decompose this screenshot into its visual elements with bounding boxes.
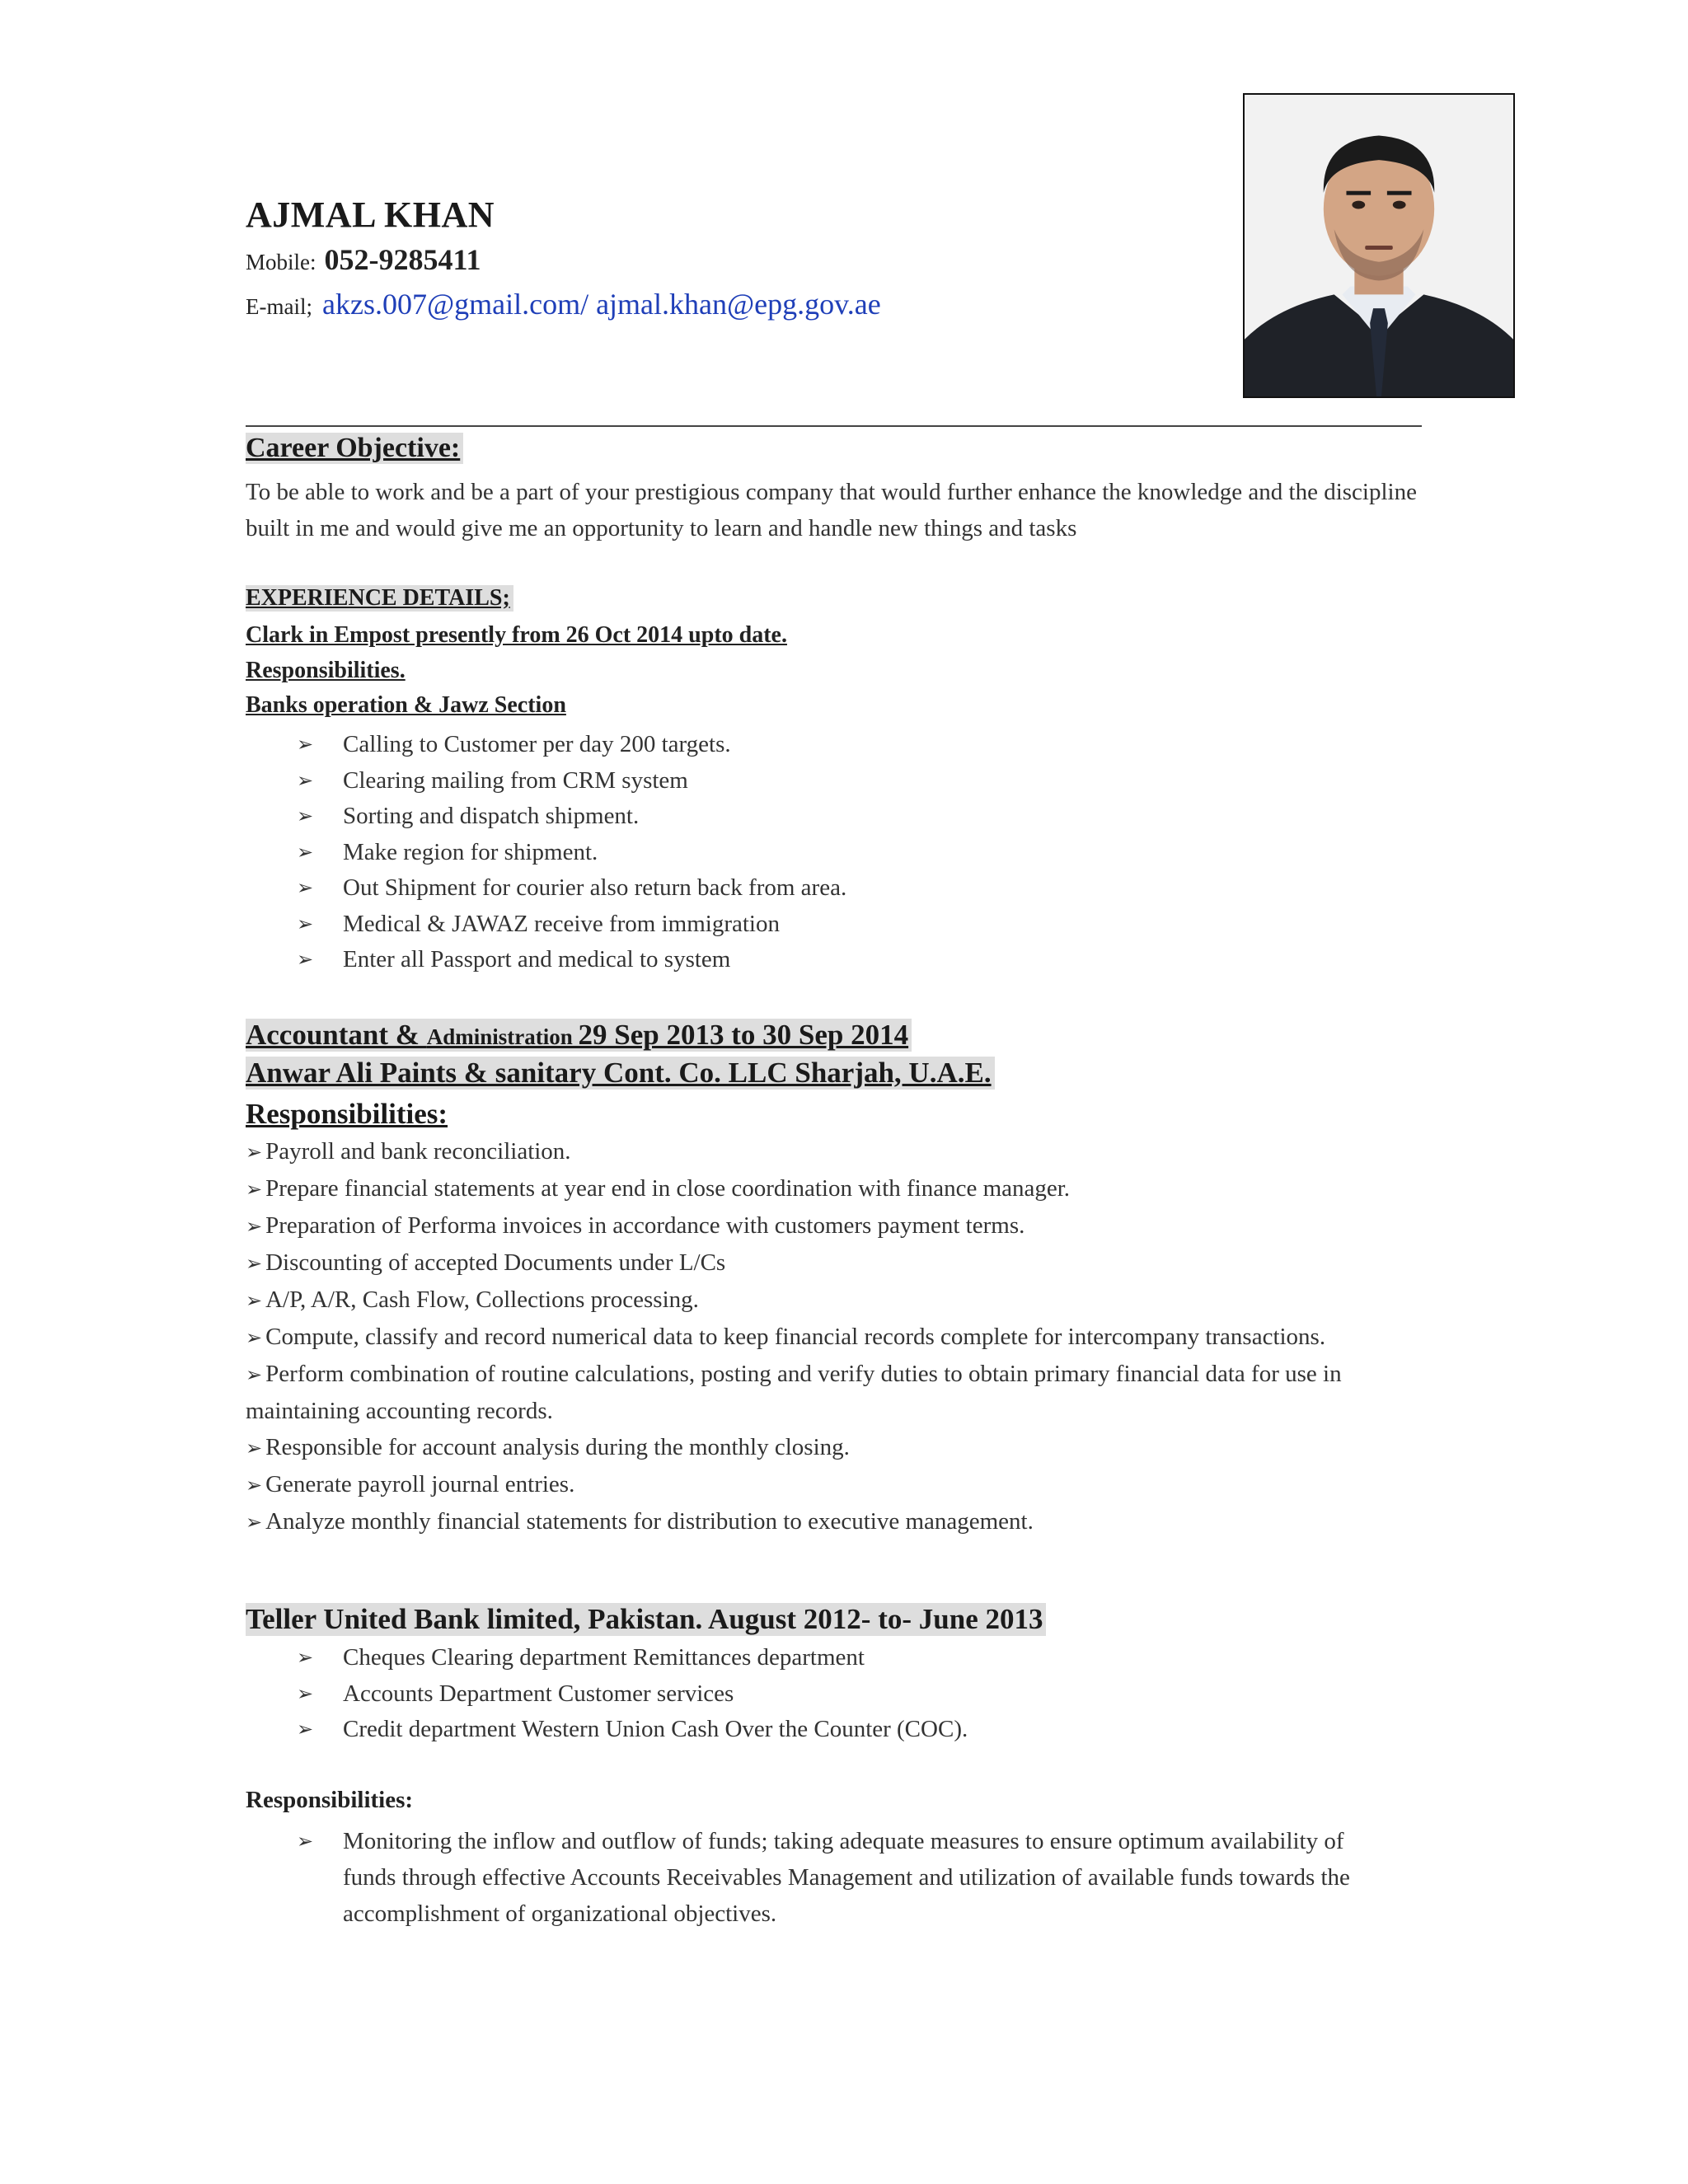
career-objective-text: To be able to work and be a part of your prestigious company that would further enhance the knowledge and the discipline built in me and would give me an opportunity to learn and handle new things and tasks [246,479,1417,541]
arrowhead-bullet-icon: ➢ [297,804,314,827]
list-item: ➢ Prepare financial statements at year end in close coordination with finance manager. [246,1175,1071,1202]
arrowhead-bullet-icon: ➢ [246,1252,263,1275]
arrowhead-bullet-icon: ➢ [297,948,314,971]
arrowhead-bullet-icon: ➢ [246,1215,263,1238]
arrowhead-bullet-icon: ➢ [297,768,314,792]
list-item: ➢ Cheques Clearing department Remittances department [246,1640,968,1676]
list-item: ➢ Responsible for account analysis during the monthly closing. [246,1434,850,1460]
mobile-number: 052-9285411 [324,243,481,276]
list-item: ➢ Payroll and bank reconciliation. [246,1138,571,1165]
job2-responsibilities-label: Responsibilities: [246,1098,448,1130]
arrowhead-bullet-icon: ➢ [246,1436,263,1460]
job3-responsibility-item: ➢ Monitoring the inflow and outflow of funds; taking adequate measures to ensure optimum availability of funds through effective Accounts Receivables Management and utilization of available funds towards the accomplishment of organizational objectives. [297,1823,1401,1932]
job3-departments-list [246,1640,968,1748]
career-objective-heading: Career Objective: [246,433,463,464]
list-item: ➢ Out Shipment for courier also return back from area. [246,870,846,907]
list-item: ➢ A/P, A/R, Cash Flow, Collections processing. [246,1286,699,1313]
profile-photo [1243,93,1515,398]
arrowhead-bullet-icon: ➢ [297,912,314,935]
arrowhead-bullet-icon: ➢ [246,1289,263,1312]
arrowhead-bullet-icon: ➢ [246,1511,263,1534]
mobile-row [246,242,481,277]
list-item: ➢ Clearing mailing from CRM system [246,763,846,799]
email-link[interactable]: akzs.007@gmail.com/ ajmal.khan@epg.gov.ae [321,288,881,321]
job2-title: Accountant & Administration 29 Sep 2013 to 30 Sep 2014 [246,1019,912,1052]
arrowhead-bullet-icon: ➢ [246,1178,263,1201]
arrowhead-bullet-icon: ➢ [297,733,314,756]
arrowhead-bullet-icon: ➢ [297,1830,314,1853]
experience-heading: EXPERIENCE DETAILS; [246,585,513,612]
job1-section: Banks operation & Jawz Section [246,692,566,718]
list-item: ➢ Make region for shipment. [246,835,846,871]
list-item: ➢ Medical & JAWAZ receive from immigration [246,907,846,943]
list-item: ➢ Perform combination of routine calculations, posting and verify duties to obtain primary financial data for use in maintaining accounting records. [246,1361,1342,1424]
list-item: ➢ Generate payroll journal entries. [246,1471,575,1497]
list-item: ➢ Sorting and dispatch shipment. [246,799,846,835]
job3-title: Teller United Bank limited, Pakistan. August 2012- to- June 2013 [246,1603,1046,1636]
arrowhead-bullet-icon: ➢ [246,1474,263,1497]
list-item: ➢ Credit department Western Union Cash Over the Counter (COC). [246,1712,968,1748]
list-item: ➢ Analyze monthly financial statements for distribution to executive management. [246,1508,1034,1535]
job1-duties-list [246,727,846,978]
job3-responsibilities-label: Responsibilities: [246,1787,414,1813]
candidate-name: AJMAL KHAN [246,194,495,235]
arrowhead-bullet-icon: ➢ [297,1681,314,1705]
arrowhead-bullet-icon: ➢ [246,1326,263,1349]
email-label: E-mail; [246,294,312,319]
job1-title: Clark in Empost presently from 26 Oct 2014 upto date. [246,622,787,648]
list-item: ➢ Discounting of accepted Documents under L/Cs [246,1249,726,1276]
list-item: ➢ Preparation of Performa invoices in accordance with customers payment terms. [246,1212,1025,1239]
list-item: ➢ Enter all Passport and medical to system [246,942,846,978]
list-item: ➢ Compute, classify and record numerical data to keep financial records complete for intercompany transactions. [246,1324,1326,1350]
arrowhead-bullet-icon: ➢ [246,1141,263,1164]
job2-company: Anwar Ali Paints & sanitary Cont. Co. LLC Sharjah, U.A.E. [246,1057,995,1090]
job2-duties-list [246,1133,1441,1540]
arrowhead-bullet-icon: ➢ [297,876,314,899]
arrowhead-bullet-icon: ➢ [297,1718,314,1741]
arrowhead-bullet-icon: ➢ [246,1363,263,1386]
job1-responsibilities-label: Responsibilities. [246,658,406,683]
mobile-label: Mobile: [246,250,316,274]
arrowhead-bullet-icon: ➢ [297,1646,314,1669]
email-row [246,287,881,321]
header-divider [246,425,1422,427]
list-item: ➢ Calling to Customer per day 200 targets. [246,727,846,763]
list-item: ➢ Accounts Department Customer services [246,1676,968,1713]
arrowhead-bullet-icon: ➢ [297,840,314,864]
portrait-icon [1245,95,1513,396]
